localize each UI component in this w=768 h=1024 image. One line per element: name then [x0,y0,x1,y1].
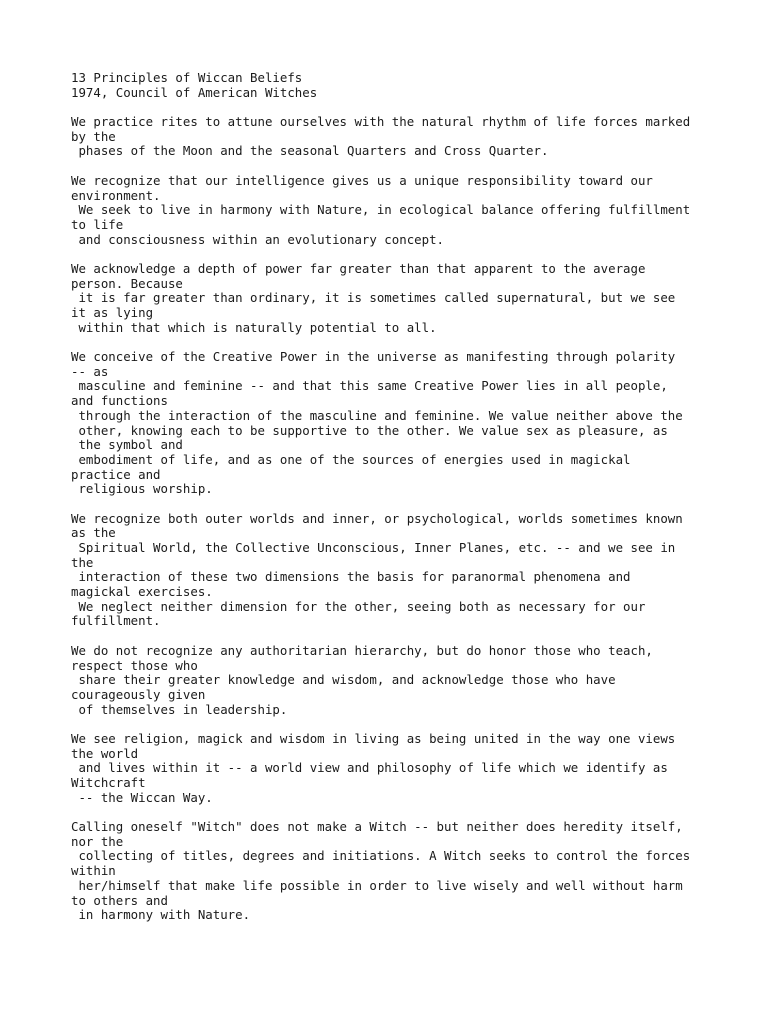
paragraph-spacer [71,497,703,512]
paragraph-spacer [71,717,703,732]
paragraph-list [71,100,703,923]
paragraph-line: We recognize that our intelligence gives us a unique responsibility toward our [71,172,653,188]
paragraph-line: person. Because [71,275,183,291]
paragraph-line: environment. [71,187,161,203]
paragraph-line: other, knowing each to be supportive to the other. We value sex as pleasure, as [71,422,668,438]
paragraph-spacer [71,159,703,174]
document-subtitle: 1974, Council of American Witches [71,84,318,100]
document-title: 13 Principles of Wiccan Beliefs [71,70,303,85]
paragraph [71,174,703,247]
paragraph-line: it as lying [71,305,154,320]
paragraph-line: within [71,863,116,879]
paragraph-line: to life [71,216,124,232]
paragraph-line: in harmony with Nature. [71,907,251,923]
paragraph [71,732,703,805]
paragraph-line: respect those who [71,657,198,673]
paragraph-line: within that which is naturally potential to all. [71,319,437,335]
paragraph-spacer [71,100,703,115]
paragraph-line: Witchcraft [71,775,146,790]
paragraph-line: Calling oneself "Witch" does not make a Witch -- but neither does heredity itself, [71,819,683,835]
paragraph-line: interaction of these two dimensions the basis for paranormal phenomena and [71,569,631,585]
paragraph-line: We acknowledge a depth of power far greater than that apparent to the average [71,260,646,276]
paragraph-line: and consciousness within an evolutionary concept. [71,231,444,247]
document-body [71,71,703,923]
paragraph-line: the [71,554,94,570]
paragraph-line: Spiritual World, the Collective Unconscious, Inner Planes, etc. -- and we see in [71,540,676,555]
paragraph-line: and functions [71,393,168,409]
paragraph-line: We neglect neither dimension for the other, seeing both as necessary for our [71,598,646,614]
paragraph [71,820,703,923]
paragraph-line: religious worship. [71,481,213,497]
paragraph-line: masculine and feminine -- and that this same Creative Power lies in all people, [71,378,668,394]
paragraph-line: it is far greater than ordinary, it is sometimes called supernatural, but we see [71,290,676,306]
paragraph-line: practice and [71,466,161,482]
paragraph-line: as the [71,525,116,541]
paragraph-line: through the interaction of the masculine and feminine. We value neither above the [71,407,683,423]
paragraph [71,262,703,335]
paragraph-line: phases of the Moon and the seasonal Quarters and Cross Quarter. [71,143,549,159]
paragraph-line: her/himself that make life possible in order to live wisely and well without harm [71,877,683,893]
paragraph-line: nor the [71,833,124,849]
paragraph-line: collecting of titles, degrees and initiations. A Witch seeks to control the forces [71,848,691,864]
paragraph-line: share their greater knowledge and wisdom, and acknowledge those who have [71,672,616,688]
paragraph-line: We conceive of the Creative Power in the universe as manifesting through polarity [71,349,676,365]
paragraph-line: -- the Wiccan Way. [71,789,213,805]
paragraph-line: We practice rites to attune ourselves with the natural rhythm of life forces marked [71,114,691,130]
paragraph-line: the world [71,745,139,761]
paragraph-line: We recognize both outer worlds and inner, or psychological, worlds sometimes known [71,510,683,526]
paragraph-line: to others and [71,892,168,908]
paragraph-line: embodiment of life, and as one of the sources of energies used in magickal [71,451,631,467]
paragraph-line: We see religion, magick and wisdom in living as being united in the way one views [71,730,676,746]
paragraph [71,350,703,497]
paragraph-line: We seek to live in harmony with Nature, in ecological balance offering fulfillment [71,202,691,218]
paragraph-line: -- as [71,363,109,379]
paragraph-spacer [71,335,703,350]
paragraph [71,512,703,630]
paragraph-spacer [71,629,703,644]
paragraph-line: of themselves in leadership. [71,701,288,717]
paragraph-line: the symbol and [71,437,183,453]
paragraph-line: fulfillment. [71,613,161,629]
paragraph [71,644,703,717]
paragraph-line: We do not recognize any authoritarian hierarchy, but do honor those who teach, [71,642,653,658]
paragraph [71,115,703,159]
paragraph-line: magickal exercises. [71,584,213,600]
paragraph-spacer [71,805,703,820]
paragraph-line: by the [71,128,116,144]
paragraph-line: and lives within it -- a world view and philosophy of life which we identify as [71,760,668,776]
paragraph-line: courageously given [71,686,206,702]
paragraph-spacer [71,247,703,262]
